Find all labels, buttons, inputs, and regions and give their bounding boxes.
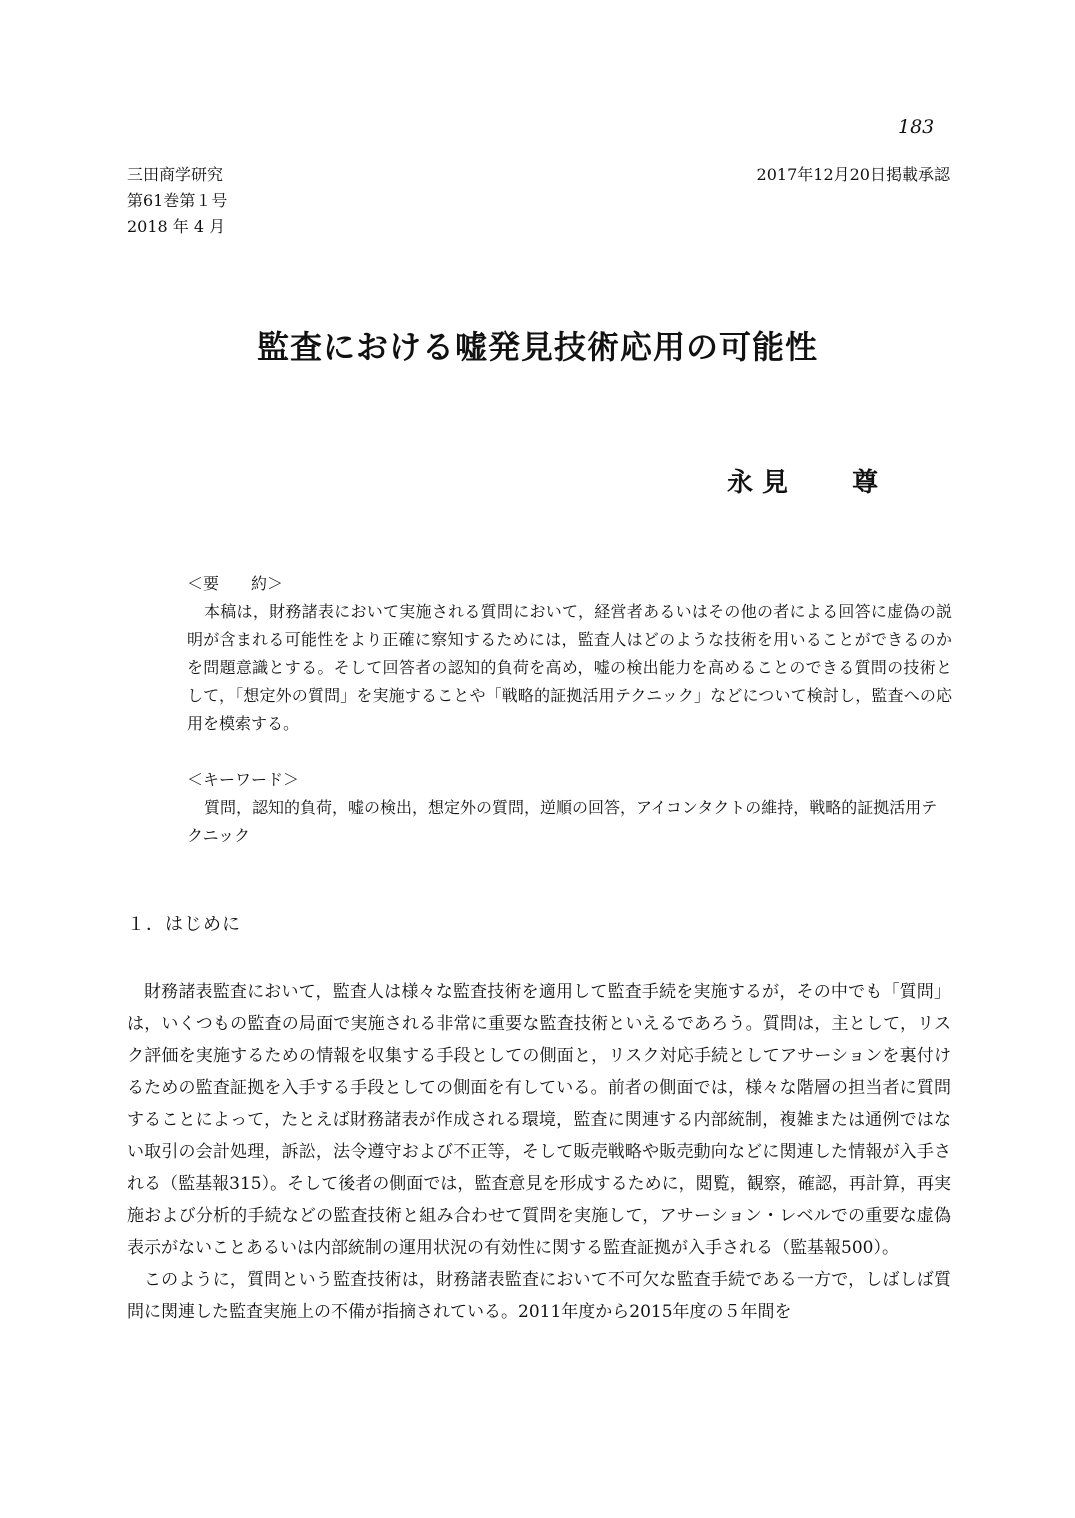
abstract xyxy=(187,570,952,738)
journal-volume: 第61巻第１号 xyxy=(127,191,228,210)
author-given-name: 尊 xyxy=(852,468,879,498)
keywords xyxy=(187,766,952,850)
abstract-heading: ＜要 約＞ xyxy=(187,574,284,593)
journal-date: 2018 年 4 月 xyxy=(127,217,226,236)
paragraph: 財務諸表監査において，監査人は様々な監査技術を適用して監査手続を実施するが，その中でも「質問」は，いくつもの監査の局面で実施される非常に重要な監査技術といえるであろう。質問は，主として，リスク評価を実施するための情報を収集する手段としての側面と，リスク対応手続としてアサーションを裏付けるための監査証拠を入手する手段としての側面を有している。前者の側面では，様々な階層の担当者に質問することによって，たとえば財務諸表が作成される環境，監査に関連する内部統制，複雑または通例ではない取引の会計処理，訴訟，法令遵守および不正等，そして販売戦略や販売動向などに関連した情報が入手される（監基報315）。そして後者の側面では，監査意見を形成するために，閲覧，観察，確認，再計算，再実施および分析的手続などの監査技術と組み合わせて質問を実施して，アサーション・レベルでの重要な虚偽表示がないことあるいは内部統制の運用状況の有効性に関する監査証拠が入手される（監基報500）。 xyxy=(127,982,951,1258)
body-text xyxy=(127,976,951,1328)
abstract-text: 本稿は，財務諸表において実施される質問において，経営者あるいはその他の者による回答に虚偽の説明が含まれる可能性をより正確に察知するためには，監査人はどのような技術を用いることができるのかを問題意識とする。そして回答者の認知的負荷を高め，嘘の検出能力を高めることのできる質問の技術として，「想定外の質問」を実施することや「戦略的証拠活用テクニック」などについて検討し，監査への応用を模索する。 xyxy=(187,602,952,733)
section-heading: １．はじめに xyxy=(127,914,241,935)
journal-name: 三田商学研究 xyxy=(127,165,224,184)
author xyxy=(727,462,878,499)
paper-title: 監査における嘘発見技術応用の可能性 xyxy=(256,328,818,366)
journal-info xyxy=(127,162,227,240)
page-number: 183 xyxy=(898,116,935,138)
approval-date: 2017年12月20日掲載承認 xyxy=(756,165,950,184)
keywords-heading: ＜キーワード＞ xyxy=(187,770,300,789)
paragraph: このように，質問という監査技術は，財務諸表監査において不可欠な監査手続である一方で，しばしば質問に関連した監査実施上の不備が指摘されている。2011年度から2015年度の５年間を xyxy=(127,1270,951,1322)
author-family-name: 永 見 xyxy=(727,468,789,498)
keywords-text: 質問，認知的負荷，嘘の検出，想定外の質問，逆順の回答，アイコンタクトの維持，戦略的証拠活用テクニック xyxy=(187,798,938,845)
